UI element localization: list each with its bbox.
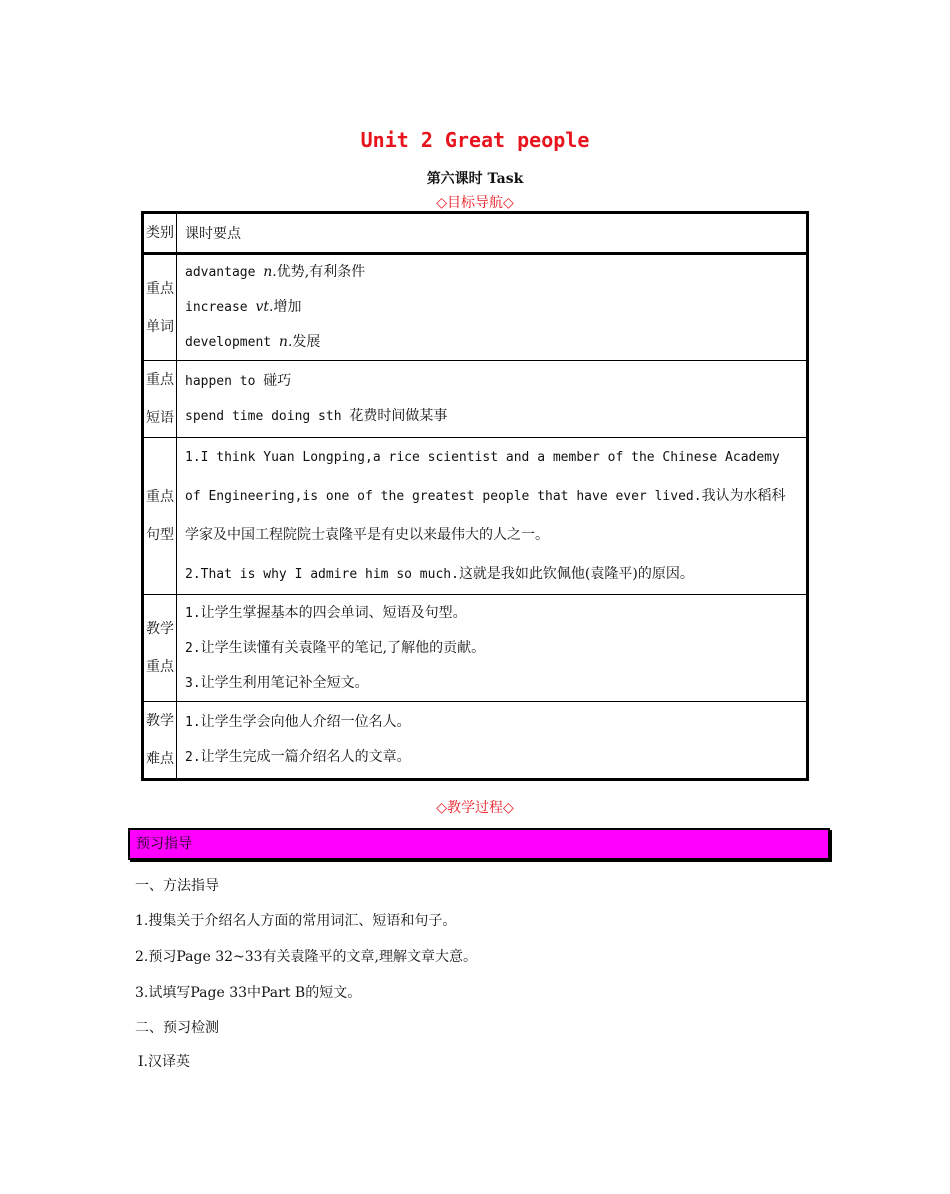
content-line xyxy=(185,364,798,399)
row-category xyxy=(143,595,177,702)
preview-paragraph: 2.预习Page 32~33有关袁隆平的文章,理解文章大意。 xyxy=(135,949,478,965)
english-text: development xyxy=(185,335,279,350)
content-line xyxy=(185,631,798,666)
english-text: 1. xyxy=(185,605,201,621)
english-text: advantage xyxy=(185,265,264,280)
english-text: happen to xyxy=(185,374,264,389)
chinese-text: 我认为水稻科 xyxy=(701,488,786,504)
english-text: 2.That is why I admire him so much. xyxy=(185,567,459,582)
table-header-row xyxy=(143,213,808,254)
chinese-text: 发展 xyxy=(292,334,321,350)
preview-paragraph: 二、预习检测 xyxy=(135,1020,219,1036)
content-line xyxy=(185,705,798,740)
chinese-text: 增加 xyxy=(273,299,302,315)
content-line xyxy=(185,516,798,555)
row-category-label: 重点 xyxy=(146,489,174,505)
english-text: 1. xyxy=(185,715,201,730)
part-of-speech: n. xyxy=(263,264,277,280)
chinese-text: 让学生完成一篇介绍名人的文章。 xyxy=(200,749,411,765)
table-row xyxy=(143,438,808,595)
header-content: 课时要点 xyxy=(177,213,808,254)
preview-paragraph: 一、方法指导 xyxy=(135,878,219,894)
process-navigation-heading: ◇教学过程◇ xyxy=(436,800,514,816)
chinese-text: 让学生学会向他人介绍一位名人。 xyxy=(200,714,411,730)
row-content xyxy=(177,702,808,780)
row-content xyxy=(177,595,808,702)
chinese-text: 学家及中国工程院院士袁隆平是有史以来最伟大的人之一。 xyxy=(185,527,549,543)
section-bar-preview-guide: 预习指导 xyxy=(128,828,830,860)
row-category-label: 重点 xyxy=(146,372,174,388)
content-line xyxy=(185,555,798,594)
content-line xyxy=(185,325,798,360)
lesson-subtitle: 第六课时 Task xyxy=(426,171,524,187)
page-title: Unit 2 Great people xyxy=(360,128,590,152)
row-category xyxy=(143,438,177,595)
row-category-label: 单词 xyxy=(146,318,174,335)
content-line xyxy=(185,666,798,701)
goal-navigation-heading: ◇目标导航◇ xyxy=(436,195,514,211)
english-text: 3. xyxy=(185,675,201,691)
preview-paragraph: 1.搜集关于介绍名人方面的常用词汇、短语和句子。 xyxy=(135,913,457,929)
row-content xyxy=(177,361,808,438)
content-line xyxy=(185,740,798,775)
header-category: 类别 xyxy=(143,213,177,254)
row-category xyxy=(143,702,177,780)
english-text: of Engineering,is one of the greatest people that have ever lived. xyxy=(185,489,702,504)
content-line xyxy=(185,290,798,325)
english-text: increase xyxy=(185,300,256,315)
table-row xyxy=(143,595,808,702)
content-line xyxy=(185,438,798,477)
english-text: 1.I think Yuan Longping,a rice scientist and a member of the Chinese Academy xyxy=(185,450,780,465)
row-category-label: 难点 xyxy=(146,751,174,767)
table-row xyxy=(143,361,808,438)
row-category-label: 短语 xyxy=(146,410,174,426)
row-category xyxy=(143,254,177,361)
preview-paragraph: Ⅰ.汉译英 xyxy=(138,1054,190,1070)
row-category-label: 句型 xyxy=(146,527,174,543)
row-content xyxy=(177,254,808,361)
row-category-label: 教学 xyxy=(146,713,174,729)
preview-paragraph: 3.试填写Page 33中Part B的短文。 xyxy=(135,985,362,1001)
chinese-text: 碰巧 xyxy=(263,373,292,389)
chinese-text: 这就是我如此钦佩他(袁隆平)的原因。 xyxy=(458,566,694,582)
row-category-label: 教学 xyxy=(146,621,174,637)
chinese-text: 让学生掌握基本的四会单词、短语及句型。 xyxy=(200,604,467,621)
english-text: spend time doing sth xyxy=(185,409,350,424)
chinese-text: 花费时间做某事 xyxy=(349,408,448,424)
chinese-text: 让学生读懂有关袁隆平的笔记,了解他的贡献。 xyxy=(200,639,486,656)
content-line xyxy=(185,399,798,434)
chinese-text: 让学生利用笔记补全短文。 xyxy=(200,674,369,691)
table-row xyxy=(143,702,808,780)
row-content xyxy=(177,438,808,595)
table-row xyxy=(143,254,808,361)
english-text: 2. xyxy=(185,750,201,765)
chinese-text: 优势,有利条件 xyxy=(276,264,366,280)
row-category-label: 重点 xyxy=(146,659,174,675)
lesson-goals-table xyxy=(141,211,809,781)
english-text: 2. xyxy=(185,640,201,656)
row-category-label: 重点 xyxy=(146,280,174,297)
part-of-speech: vt. xyxy=(255,299,274,315)
content-line xyxy=(185,596,798,631)
row-category xyxy=(143,361,177,438)
content-line xyxy=(185,477,798,516)
content-line xyxy=(185,255,798,290)
part-of-speech: n. xyxy=(278,334,293,350)
